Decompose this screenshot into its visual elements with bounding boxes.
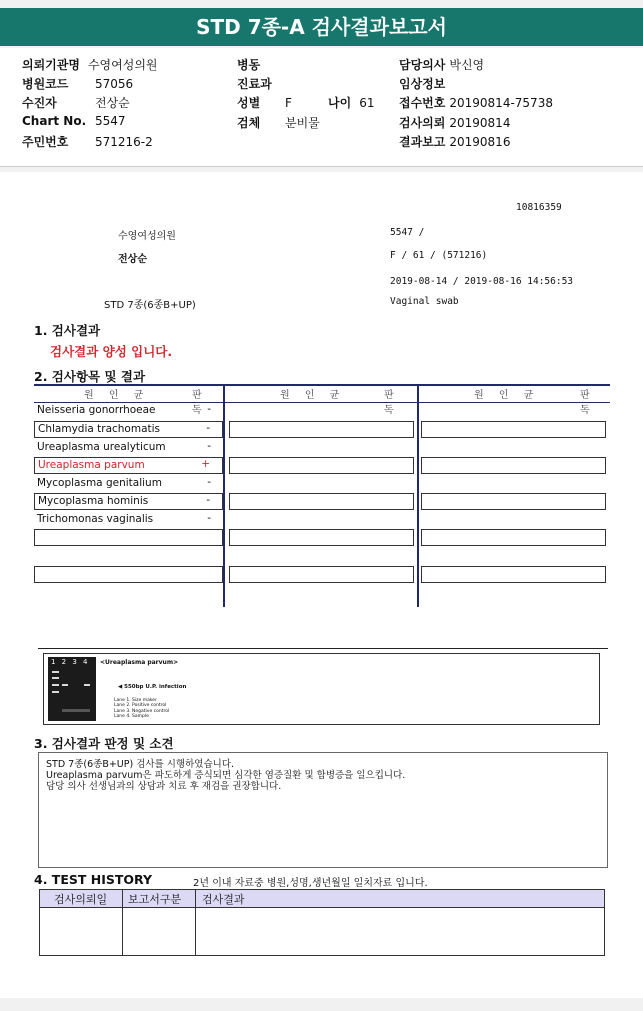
- empty-row: [229, 421, 414, 438]
- report-header: [0, 48, 643, 167]
- result-row-hominis: Mycoplasma hominis -: [34, 493, 223, 510]
- institution-field: 의뢰기관명 수영여성의원: [22, 58, 158, 72]
- empty-row: [229, 566, 414, 583]
- gel-legend: Lane 1. Size maker Lane 2. Positive control Lane 3. Negative control Lane 4. Sample: [114, 698, 170, 720]
- ward-field: 병동: [237, 58, 261, 72]
- empty-row: [229, 493, 414, 510]
- specimen-field: 검체 분비물: [237, 116, 320, 130]
- empty-row: [34, 566, 223, 583]
- chart-no-field: Chart No. 5547: [22, 114, 126, 128]
- result-row-neisseria: Neisseria gonorrhoeae -: [37, 403, 211, 416]
- divider: [38, 648, 608, 649]
- print-sex-age: F / 61 / (571216): [390, 250, 488, 261]
- result-row-genitalium: Mycoplasma genitalium -: [37, 476, 211, 489]
- resident-no-field: 주민번호 571216-2: [22, 135, 153, 149]
- gel-electrophoresis-image: 1 2 3 4: [48, 657, 96, 721]
- history-note: 2년 이내 자료중 병원,성명,생년월일 일치자료 입니다.: [193, 878, 428, 889]
- print-id: 10816359: [516, 202, 562, 213]
- section1-heading: 1. 검사결과: [34, 323, 101, 338]
- gel-band: [52, 684, 59, 686]
- print-test: STD 7종(6종B+UP): [104, 300, 196, 311]
- print-dates: 2019-08-14 / 2019-08-16 14:56:53: [390, 276, 574, 287]
- findings-box: STD 7종(6종B+UP) 검사를 시행하였습니다. Ureaplasma parvum은 파도하게 증식되면 심각한 염증질환 및 합병증을 일으킵니다. 담당 의사 선생님과의 상담과 치료 후 재검을 권장합니다.: [38, 752, 608, 868]
- gel-band: [52, 671, 59, 673]
- result-row-trichomonas: Trichomonas vaginalis -: [37, 512, 211, 525]
- hospital-code-field: 병원코드 57056: [22, 77, 134, 91]
- gel-band: [62, 684, 68, 686]
- empty-row: [34, 529, 223, 546]
- dept-field: 진료과: [237, 77, 272, 91]
- print-specimen: Vaginal swab: [390, 296, 459, 307]
- clinical-field: 임상정보: [399, 77, 446, 91]
- empty-row: [229, 529, 414, 546]
- section3-heading: 3. 검사결과 판정 및 소견: [34, 736, 174, 751]
- result-row-parvum: Ureaplasma parvum +: [34, 457, 223, 474]
- history-col-divider: [122, 890, 123, 955]
- empty-row: [421, 529, 606, 546]
- section2-heading: 2. 검사항목 및 결과: [34, 369, 146, 384]
- section4-heading: 4. TEST HISTORY: [34, 872, 153, 887]
- history-col-divider: [195, 890, 196, 955]
- age-field: 나이 61: [328, 96, 375, 110]
- doctor-field: 담당의사 박신영: [399, 58, 485, 72]
- table-divider-2: [417, 384, 419, 607]
- empty-row: [421, 457, 606, 474]
- col-header-2: 원 인 균 판 독: [280, 390, 400, 416]
- history-table: [39, 889, 605, 956]
- empty-row: [229, 457, 414, 474]
- history-table-header: 검사의뢰일 보고서구분 검사결과: [40, 890, 604, 908]
- report-date-field: 결과보고 20190816: [399, 135, 511, 149]
- gel-band: [84, 684, 90, 686]
- empty-row: [421, 493, 606, 510]
- col-header-1: 원 인 균 판 독: [84, 390, 208, 416]
- empty-row: [421, 566, 606, 583]
- patient-field: 수진자 전상순: [22, 96, 130, 110]
- print-clinic: 수영여성의원: [118, 231, 176, 242]
- gel-band: [62, 709, 90, 712]
- col-header-3: 원 인 균 판 독: [474, 390, 596, 416]
- empty-row: [421, 421, 606, 438]
- receipt-field: 접수번호 20190814-75738: [399, 96, 553, 110]
- report-body: [0, 172, 643, 998]
- gel-image-panel: 1 2 3 4 <Ureaplasma parvum> ◀ 550bp U.P. infection Lane 1. Size maker Lane 2. Positive control Lane 3. Negative control Lane 4. Sample: [43, 653, 600, 725]
- positive-result: 검사결과 양성 입니다.: [50, 344, 173, 359]
- request-field: 검사의뢰 20190814: [399, 116, 511, 130]
- table-divider-1: [223, 384, 225, 607]
- print-name: 전상순: [118, 254, 147, 265]
- print-chart: 5547 /: [390, 227, 425, 238]
- gel-band: [52, 691, 59, 693]
- result-row-urealyticum: Ureaplasma urealyticum -: [37, 440, 211, 453]
- gel-band: [52, 677, 59, 679]
- result-row-chlamydia: Chlamydia trachomatis -: [34, 421, 223, 438]
- sex-field: 성별 F: [237, 96, 292, 110]
- report-title: STD 7종-A 검사결과보고서: [0, 8, 643, 46]
